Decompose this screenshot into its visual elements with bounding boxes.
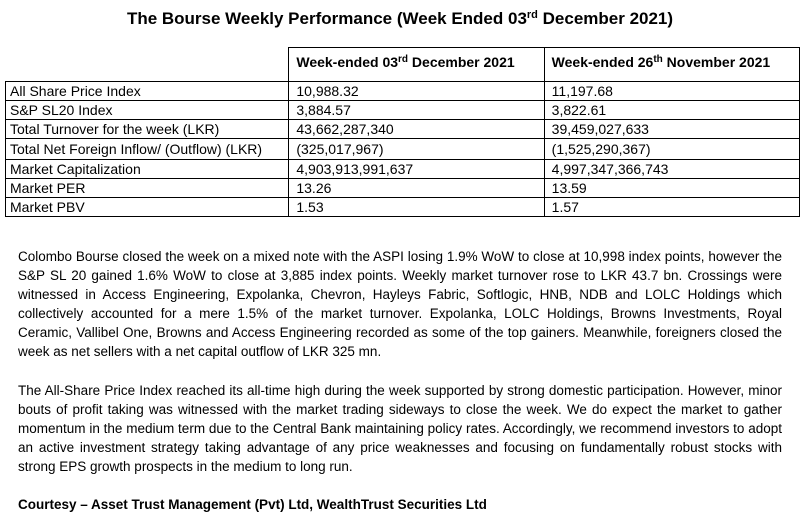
row-label: S&P SL20 Index — [6, 101, 289, 120]
table-row — [6, 139, 800, 160]
row-previous-value: 13.59 — [544, 179, 799, 198]
row-label: Market Capitalization — [6, 160, 289, 179]
row-label: All Share Price Index — [6, 82, 289, 101]
performance-table — [5, 47, 800, 217]
table-row — [6, 120, 800, 139]
table-row — [6, 160, 800, 179]
market-summary-paragraph: Colombo Bourse closed the week on a mixed note with the ASPI losing 1.9% WoW to close at 10,998 index points, however the S&P SL 20 gained 1.6% WoW to close at 3,885 index points. Weekly market turnover rose to LKR 43.7 bn. Crossings were witnessed in Access Engineering, Expolanka, Chevron, Hayleys Fabric, Softlogic, HNB, NDB and LOLC Holdings which collectively accounted for a mere 1.5% of the market turnover. Expolanka, LOLC Holdings, Browns Investments, Royal Ceramic, Vallibel One, Browns and Access Engineering recorded as some of the top gainers. Meanwhile, foreigners closed the week as net sellers with a net capital outflow of LKR 325 mn. — [18, 249, 782, 359]
row-label: Market PER — [6, 179, 289, 198]
row-current-value: 3,884.57 — [289, 101, 544, 120]
header-previous-week: Week-ended 26th November 2021 — [544, 48, 799, 82]
row-previous-value: (1,525,290,367) — [544, 139, 799, 160]
row-previous-value: 11,197.68 — [544, 82, 799, 101]
row-previous-value: 4,997,347,366,743 — [544, 160, 799, 179]
row-current-value: 13.26 — [289, 179, 544, 198]
row-label: Total Turnover for the week (LKR) — [6, 120, 289, 139]
courtesy-note: Courtesy – Asset Trust Management (Pvt) Ltd, WealthTrust Securities Ltd — [18, 497, 487, 512]
market-outlook-paragraph: The All-Share Price Index reached its all-time high during the week supported by strong domestic participation. However, minor bouts of profit taking was witnessed with the market trading sideways to close the week. We do expect the market to gather momentum in the medium term due to the Central Bank maintaining policy rates. Accordingly, we recommend investors to adopt an active investment strategy taking advantage of any price weaknesses and focusing on fundamentally robust stocks with strong EPS growth prospects in the medium to long run. — [18, 383, 782, 474]
title-text-end: December 2021) — [537, 9, 674, 28]
table-row — [6, 82, 800, 101]
row-label: Market PBV — [6, 198, 289, 217]
title-superscript: rd — [526, 9, 538, 21]
table-header-row — [6, 48, 800, 82]
row-previous-value: 1.57 — [544, 198, 799, 217]
table-row — [6, 198, 800, 217]
row-current-value: 10,988.32 — [289, 82, 544, 101]
header-current-week: Week-ended 03rd December 2021 — [289, 48, 544, 82]
page-title — [0, 9, 800, 29]
row-previous-value: 39,459,027,633 — [544, 120, 799, 139]
row-previous-value: 3,822.61 — [544, 101, 799, 120]
row-current-value: 1.53 — [289, 198, 544, 217]
header-blank-cell — [6, 48, 289, 82]
row-current-value: 4,903,913,991,637 — [289, 160, 544, 179]
table-row — [6, 179, 800, 198]
row-current-value: (325,017,967) — [289, 139, 544, 160]
row-current-value: 43,662,287,340 — [289, 120, 544, 139]
row-label: Total Net Foreign Inflow/ (Outflow) (LKR) — [6, 139, 289, 160]
title-text: The Bourse Weekly Performance (Week Ended 03 — [126, 9, 527, 28]
table-row — [6, 101, 800, 120]
